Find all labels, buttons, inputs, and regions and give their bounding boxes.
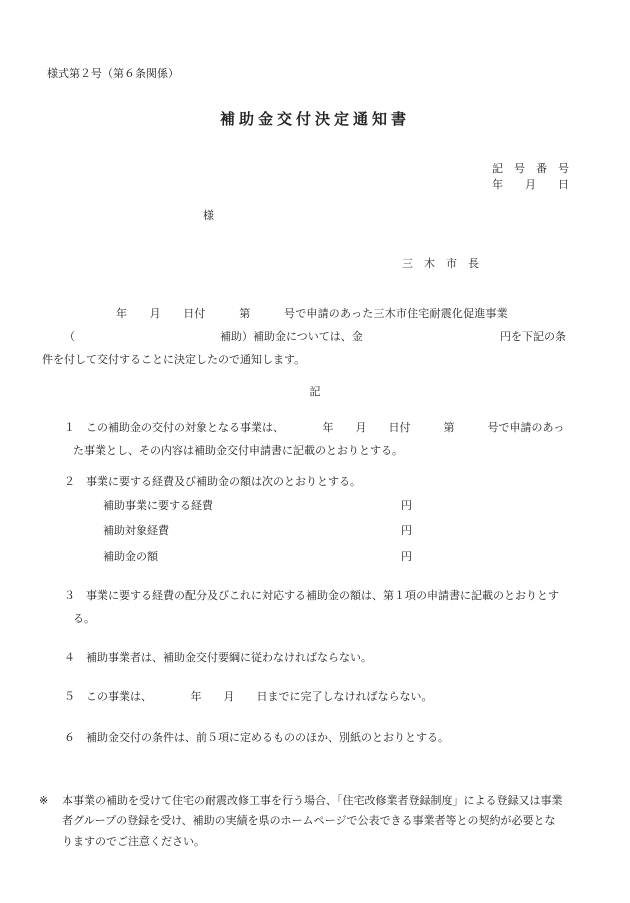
note-line-1: 本事業の補助を受けて住宅の耐震改修工事を行う場合、「住宅改修業者登録制度」による登録又は事業 xyxy=(62,794,563,807)
item-6-number: ６ xyxy=(64,731,75,744)
item-5-number: ５ xyxy=(64,690,75,703)
note-line-3: りますのでご注意ください。 xyxy=(62,835,205,848)
expense-row-unit: 円 xyxy=(401,524,412,537)
item-4-number: ４ xyxy=(64,651,75,664)
expense-row-label: 補助事業に要する経費 xyxy=(103,499,213,512)
addressee-suffix: 様 xyxy=(203,209,214,222)
expense-row-unit: 円 xyxy=(401,499,412,512)
item-1-number: １ xyxy=(64,421,75,434)
body-line-2-open: （ xyxy=(64,330,75,343)
note-mark: ※ xyxy=(39,794,49,807)
item-2-number: ２ xyxy=(64,475,75,488)
form-number-label: 様式第２号（第６条関係） xyxy=(47,67,179,80)
item-4-text: 補助事業者は、補助金交付要綱に従わなければならない。 xyxy=(86,651,372,664)
note-line-2: 者グループの登録を受け、補助の実績を県のホームページで公表できる事業者等との契約が必要とな xyxy=(62,814,556,827)
item-3-line-1: 事業に要する経費の配分及びこれに対応する補助金の額は、第１項の申請書に記載のとおりとす xyxy=(86,589,559,602)
item-2-text: 事業に要する経費及び補助金の額は次のとおりとする。 xyxy=(86,475,361,488)
expense-row-label: 補助金の額 xyxy=(103,550,158,563)
reference-number-label: 記 号 番 号 xyxy=(492,162,569,175)
body-line-3: 件を付して交付することに決定したので通知します。 xyxy=(42,353,306,366)
document-title: 補助金交付決定通知書 xyxy=(219,110,410,128)
issue-date-label: 年 月 日 xyxy=(492,178,569,191)
item-3-number: ３ xyxy=(64,589,75,602)
item-3-line-2: る。 xyxy=(73,612,95,625)
body-line-2-mid: 補助）補助金については、金 xyxy=(220,330,363,343)
item-6-text: 補助金交付の条件は、前５項に定めるもののほか、別紙のとおりとする。 xyxy=(86,731,449,744)
ki-heading: 記 xyxy=(309,385,321,398)
item-1-line-2: た事業とし、その内容は補助金交付申請書に記載のとおりとする。 xyxy=(73,444,403,457)
item-1-line-1: この補助金の交付の対象となる事業は、 年 月 日付 第 号で申請のあっ xyxy=(86,421,565,434)
expense-row-label: 補助対象経費 xyxy=(103,524,169,537)
issuer-name: 三 木 市 長 xyxy=(402,257,479,270)
expense-row-unit: 円 xyxy=(401,550,412,563)
body-line-2-end: 円を下記の条 xyxy=(500,330,566,343)
body-line-1: 年 月 日付 第 号で申請のあった三木市住宅耐震化促進事業 xyxy=(116,307,508,320)
item-5-text: この事業は、 年 月 日までに完了しなければならない。 xyxy=(86,690,433,703)
